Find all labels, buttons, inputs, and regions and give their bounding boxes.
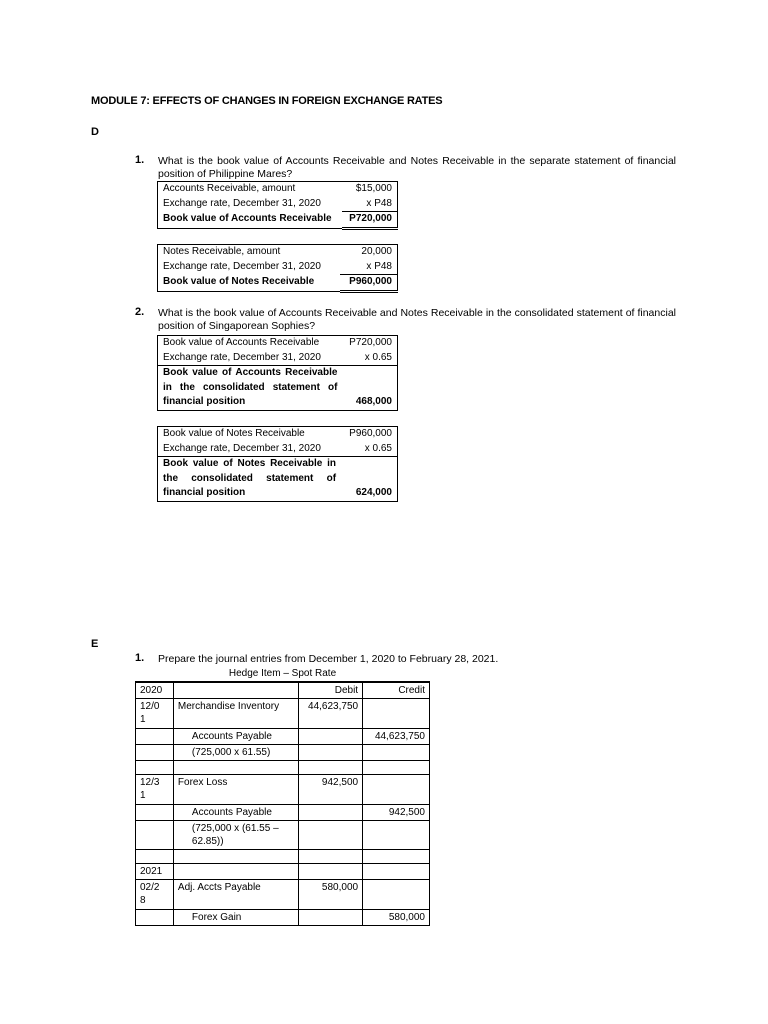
table-label: Book value of Accounts Receivable <box>158 366 343 381</box>
debit-cell: 44,623,750 <box>299 699 363 729</box>
account-cell: Accounts Payable <box>173 729 298 745</box>
table-value: P960,000 <box>349 428 392 439</box>
table-row <box>136 761 430 775</box>
question-text: What is the book value of Accounts Receivable and Notes Receivable in the separate statement of financial position of Philippine Mares? <box>158 155 676 180</box>
table-row <box>136 683 430 699</box>
table-row <box>136 745 430 761</box>
table-row <box>136 805 430 821</box>
date-cell: 12/3 1 <box>136 775 174 805</box>
table-label: Accounts Receivable, amount <box>163 183 296 194</box>
explanation-cell: (725,000 x 61.55) <box>173 745 298 761</box>
table-value: $15,000 <box>355 183 392 194</box>
table-row <box>136 775 430 805</box>
credit-header: Credit <box>363 683 430 699</box>
ar-consolidated-table <box>157 335 398 411</box>
table-value: x P48 <box>342 197 397 212</box>
table-label: financial position <box>163 396 246 407</box>
account-cell: Forex Loss <box>173 775 298 805</box>
question-number: 2. <box>135 306 145 318</box>
table-label: Exchange rate, December 31, 2020 <box>163 442 321 454</box>
table-label: Exchange rate, December 31, 2020 <box>163 197 321 209</box>
table-total: 468,000 <box>355 396 392 407</box>
credit-cell: 942,500 <box>363 805 430 821</box>
table-label: in the consolidated statement of <box>163 381 338 393</box>
credit-cell: 44,623,750 <box>363 729 430 745</box>
journal-table <box>135 682 430 926</box>
table-label: Exchange rate, December 31, 2020 <box>163 260 321 272</box>
table-label: Book value of Notes Receivable in <box>158 457 342 472</box>
table-row <box>136 910 430 926</box>
question-number: 1. <box>135 154 145 166</box>
question-text: Prepare the journal entries from December 1, 2020 to February 28, 2021. <box>158 653 499 665</box>
date-cell: 02/2 8 <box>136 880 174 910</box>
account-cell: Accounts Payable <box>173 805 298 821</box>
year-cell: 2021 <box>136 864 174 880</box>
table-label: the consolidated statement of <box>163 472 337 484</box>
table-value: x 0.65 <box>341 442 397 457</box>
nr-consolidated-table <box>157 426 398 502</box>
date-cell: 12/0 1 <box>136 699 174 729</box>
section-d-label: D <box>91 126 99 138</box>
table-value: 20,000 <box>361 246 392 257</box>
section-e-label: E <box>91 638 99 650</box>
table-label: Notes Receivable, amount <box>163 246 281 257</box>
year-cell: 2020 <box>136 683 174 699</box>
table-label: financial position <box>163 487 246 498</box>
question-number: 1. <box>135 652 145 664</box>
table-row <box>136 880 430 910</box>
nr-book-value-table <box>157 244 398 293</box>
account-cell: Forex Gain <box>173 910 298 926</box>
account-cell: Adj. Accts Payable <box>173 880 298 910</box>
debit-header: Debit <box>299 683 363 699</box>
table-total: P960,000 <box>340 275 398 292</box>
table-label: Book value of Notes Receivable <box>163 275 315 287</box>
journal-caption: Hedge Item – Spot Rate <box>135 667 430 682</box>
table-label: Book value of Accounts Receivable <box>163 337 320 348</box>
explanation-cell: (725,000 x (61.55 – 62.85)) <box>173 821 298 850</box>
debit-cell: 942,500 <box>299 775 363 805</box>
page-title: MODULE 7: EFFECTS OF CHANGES IN FOREIGN EXCHANGE RATES <box>91 95 443 107</box>
table-value: x P48 <box>340 260 398 275</box>
account-cell: Merchandise Inventory <box>173 699 298 729</box>
table-row <box>136 699 430 729</box>
table-label: Book value of Accounts Receivable <box>163 212 332 224</box>
table-row <box>136 850 430 864</box>
table-row <box>136 729 430 745</box>
question-text: What is the book value of Accounts Receivable and Notes Receivable in the consolidated statement of financial position of Singaporean Sophies? <box>158 307 676 332</box>
table-label: Book value of Notes Receivable <box>163 428 305 439</box>
table-label: Exchange rate, December 31, 2020 <box>163 351 321 363</box>
debit-cell: 580,000 <box>299 880 363 910</box>
table-value: x 0.65 <box>342 351 397 366</box>
ar-book-value-table <box>157 181 398 230</box>
table-row <box>136 821 430 850</box>
table-total: P720,000 <box>342 212 397 229</box>
table-value: P720,000 <box>349 337 392 348</box>
table-row <box>136 864 430 880</box>
credit-cell: 580,000 <box>363 910 430 926</box>
table-total: 624,000 <box>355 487 392 498</box>
